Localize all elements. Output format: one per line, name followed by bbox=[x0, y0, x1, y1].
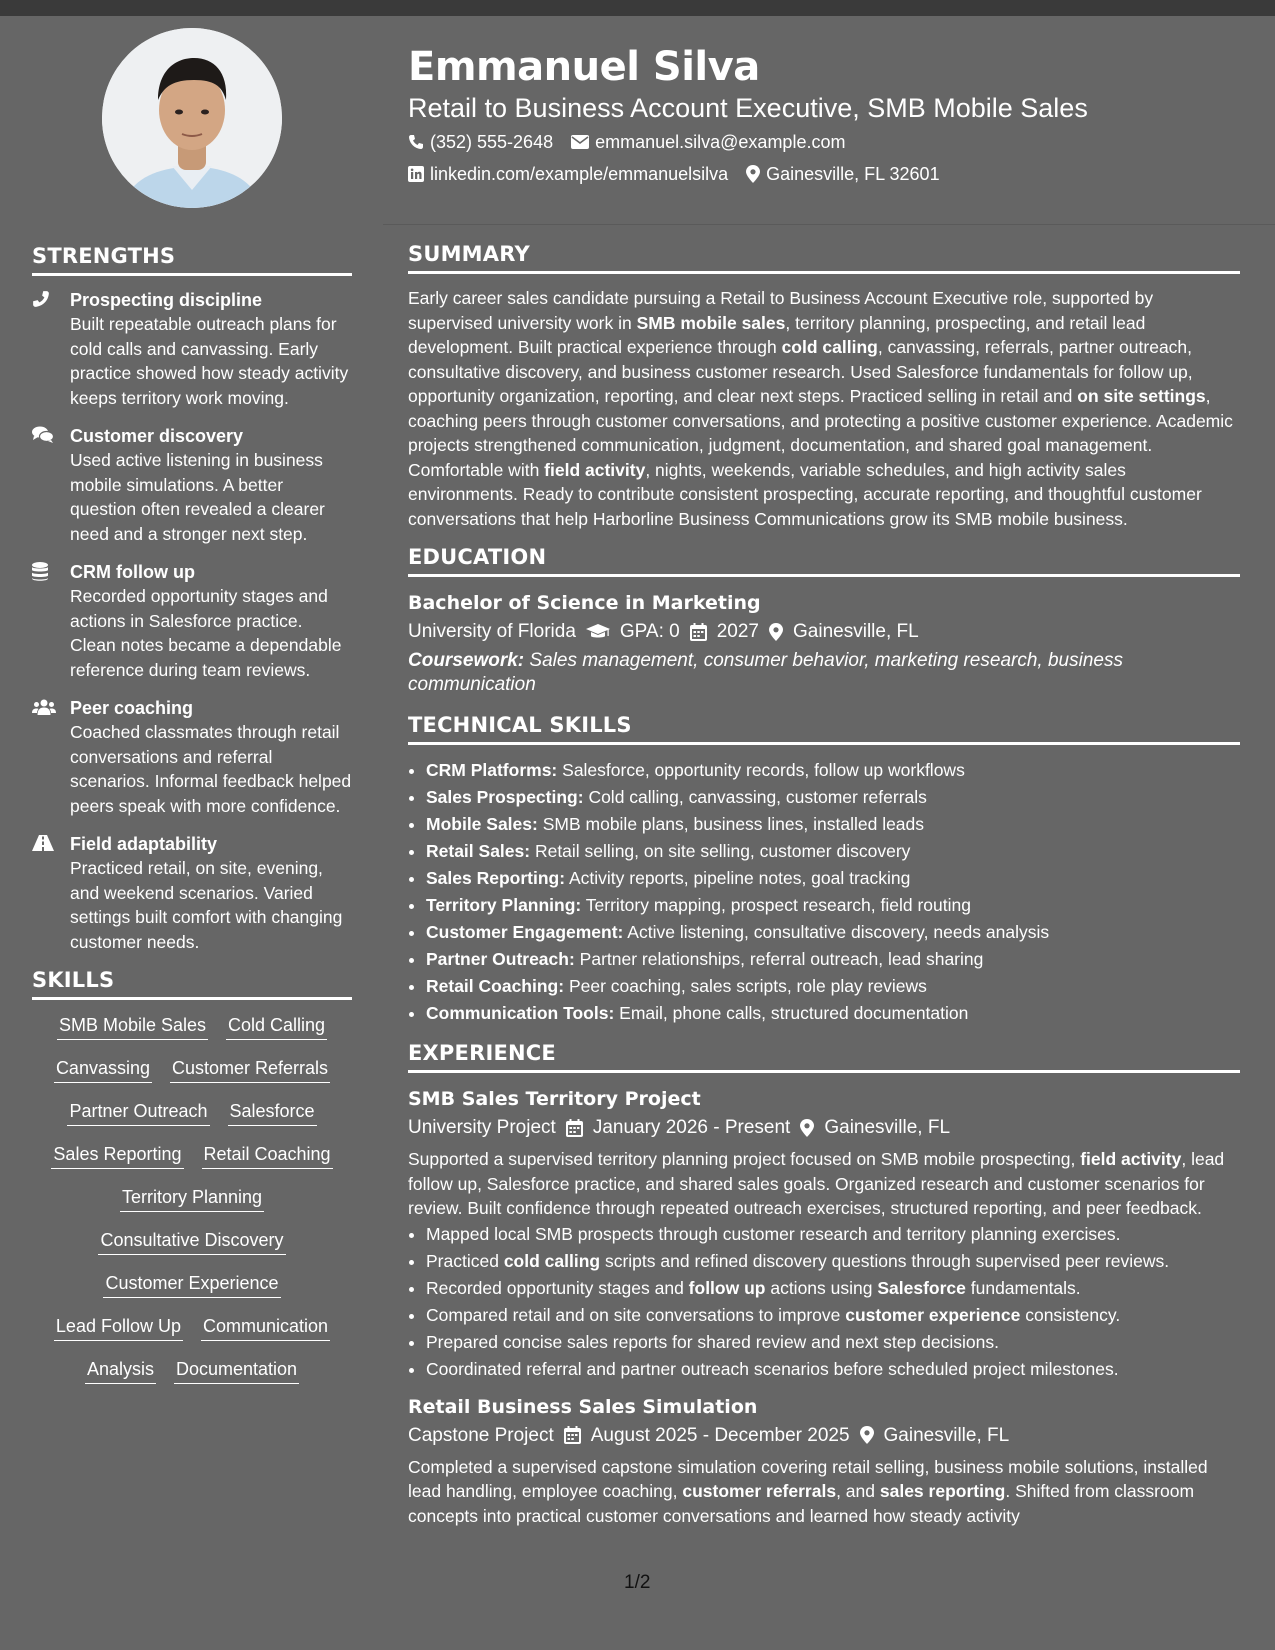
technical-skill-value: Cold calling, canvassing, customer referrals bbox=[588, 787, 927, 807]
graduation-year: 2027 bbox=[716, 621, 760, 642]
job-org: Capstone Project bbox=[408, 1424, 554, 1446]
school-name: University of Florida bbox=[408, 621, 576, 642]
sidebar bbox=[32, 28, 352, 1399]
skill-tag: Communication bbox=[201, 1313, 330, 1341]
technical-skill-item bbox=[426, 838, 1240, 865]
candidate-role: Retail to Business Account Executive, SMB Mobile Sales bbox=[408, 93, 1088, 123]
technical-skill-item bbox=[426, 946, 1240, 973]
skills-title: SKILLS bbox=[32, 968, 352, 1000]
page-number: 1/2 bbox=[624, 1572, 651, 1593]
database-icon bbox=[32, 560, 70, 682]
education-section bbox=[408, 545, 1240, 697]
summary-segment: field activity bbox=[544, 459, 646, 480]
technical-skill-value: Activity reports, pipeline notes, goal tracking bbox=[568, 868, 911, 888]
strength-body bbox=[70, 288, 352, 410]
map-pin-icon bbox=[800, 1113, 814, 1143]
strength-title: CRM follow up bbox=[70, 562, 195, 582]
technical-skill-label: Mobile Sales: bbox=[426, 814, 538, 834]
job-description-segment: sales reporting bbox=[879, 1481, 1006, 1501]
technical-skill-item bbox=[426, 811, 1240, 838]
skill-tag: Customer Referrals bbox=[170, 1055, 330, 1083]
technical-skill-label: Retail Sales: bbox=[426, 841, 531, 861]
skill-tag: Partner Outreach bbox=[67, 1098, 209, 1126]
job-location: Gainesville, FL bbox=[883, 1424, 1010, 1446]
technical-skill-label: Sales Prospecting: bbox=[426, 787, 584, 807]
skill-tag: Consultative Discovery bbox=[98, 1227, 285, 1255]
job-location-group bbox=[860, 1421, 1010, 1451]
email-contact[interactable] bbox=[571, 126, 845, 158]
experience-section bbox=[408, 1041, 1240, 1528]
summary-segment: SMB mobile sales bbox=[636, 312, 786, 333]
strength-desc: Recorded opportunity stages and actions in Salesforce practice. Clean notes became a dependable reference during team reviews. bbox=[70, 586, 342, 680]
header-divider bbox=[383, 224, 1275, 225]
job-description bbox=[408, 1455, 1240, 1529]
job-bullets bbox=[408, 1221, 1240, 1383]
job-bullet-segment: Recorded opportunity stages and bbox=[426, 1277, 689, 1298]
location-contact bbox=[746, 158, 939, 190]
education-meta bbox=[408, 617, 1240, 647]
strength-desc: Used active listening in business mobile simulations. A better question often revealed a clearer need and a stronger next step. bbox=[70, 450, 325, 544]
degree-title: Bachelor of Science in Marketing bbox=[408, 592, 761, 614]
strength-title: Field adaptability bbox=[70, 834, 218, 854]
job-bullet bbox=[426, 1248, 1240, 1275]
linkedin-contact[interactable] bbox=[408, 158, 728, 190]
skill-row bbox=[32, 1313, 352, 1341]
job-meta bbox=[408, 1113, 1240, 1143]
job-bullet-segment: fundamentals. bbox=[965, 1277, 1081, 1298]
skill-row bbox=[32, 1098, 352, 1126]
technical-skill-label: CRM Platforms: bbox=[426, 760, 558, 780]
job-description-segment: , lead follow up, Salesforce practice, and shared sales goals. Organized research and customer scenarios for review. Built confidence through repeated outreach exercises, structured reporting, and peer feedback. bbox=[408, 1149, 1225, 1218]
technical-skill-item bbox=[426, 784, 1240, 811]
candidate-name: Emmanuel Silva bbox=[408, 44, 760, 90]
skill-tag: Lead Follow Up bbox=[54, 1313, 183, 1341]
skill-tag: Retail Coaching bbox=[202, 1141, 333, 1169]
experience-title: EXPERIENCE bbox=[408, 1041, 1240, 1073]
job-dates-group bbox=[566, 1113, 791, 1143]
summary-section bbox=[408, 242, 1240, 531]
education-title: EDUCATION bbox=[408, 545, 1240, 577]
technical-skills-title: TECHNICAL SKILLS bbox=[408, 713, 1240, 745]
job-bullet-segment: Salesforce bbox=[877, 1277, 966, 1298]
road-icon bbox=[32, 832, 70, 954]
technical-skills-section bbox=[408, 713, 1240, 1027]
summary-segment: , nights, weekends, variable schedules, and high activity sales environments. Ready to contribute consistent prospecting, accurate reporting, and thoughtful customer conversations that help Harborline Business Communications grow its SMB mobile business. bbox=[408, 459, 1202, 529]
gpa-text: GPA: 0 bbox=[619, 621, 680, 642]
job-dates: January 2026 - Present bbox=[592, 1117, 791, 1138]
graduation-cap-icon bbox=[586, 624, 610, 640]
skill-tag: Canvassing bbox=[54, 1055, 152, 1083]
job-description-segment: Completed a supervised capstone simulation covering retail selling, business mobile solutions, installed lead handling, employee coaching, bbox=[408, 1456, 1208, 1501]
skill-row bbox=[32, 1141, 352, 1169]
summary-title: SUMMARY bbox=[408, 242, 1240, 274]
technical-skill-label: Communication Tools: bbox=[426, 1003, 615, 1023]
map-pin-icon bbox=[860, 1421, 874, 1451]
job-dates: August 2025 - December 2025 bbox=[590, 1424, 850, 1446]
technical-skill-item bbox=[426, 757, 1240, 784]
calendar-icon bbox=[690, 623, 707, 641]
technical-skill-value: Retail selling, on site selling, customer discovery bbox=[534, 841, 911, 861]
technical-skill-value: Peer coaching, sales scripts, role play reviews bbox=[568, 976, 927, 996]
technical-skill-label: Partner Outreach: bbox=[426, 949, 575, 969]
envelope-icon bbox=[571, 135, 589, 149]
strength-body bbox=[70, 696, 352, 818]
education-location: Gainesville, FL bbox=[793, 621, 919, 642]
strength-title: Customer discovery bbox=[70, 426, 244, 446]
comments-icon bbox=[32, 424, 70, 546]
map-pin-icon bbox=[769, 623, 783, 641]
technical-skill-value: Email, phone calls, structured documentation bbox=[619, 1003, 969, 1023]
technical-skill-value: Partner relationships, referral outreach, lead sharing bbox=[579, 949, 984, 969]
technical-skill-item bbox=[426, 919, 1240, 946]
contact-row-1 bbox=[408, 126, 1240, 158]
job-bullet-segment: scripts and refined discovery questions through supervised peer reviews. bbox=[600, 1250, 1170, 1271]
job-bullet-segment: Practiced bbox=[426, 1250, 504, 1271]
technical-skill-value: Territory mapping, prospect research, field routing bbox=[585, 895, 971, 915]
profile-photo bbox=[102, 28, 282, 208]
strength-item bbox=[32, 288, 352, 410]
job-description-segment: field activity bbox=[1080, 1149, 1182, 1169]
strength-body bbox=[70, 560, 352, 682]
strengths-title: STRENGTHS bbox=[32, 244, 352, 276]
job-title: SMB Sales Territory Project bbox=[408, 1088, 701, 1110]
job-bullet-segment: actions using bbox=[765, 1277, 878, 1298]
skill-tag: Cold Calling bbox=[226, 1012, 327, 1040]
job-location: Gainesville, FL bbox=[824, 1117, 951, 1138]
summary-segment: cold calling bbox=[781, 337, 878, 357]
experience-jobs bbox=[408, 1085, 1240, 1528]
job-bullet-segment: Coordinated referral and partner outreach scenarios before scheduled project milestones. bbox=[426, 1358, 1119, 1379]
job-description-segment: . Shifted from classroom concepts into practical customer conversations and learned how steady activity bbox=[408, 1481, 1195, 1526]
strength-body bbox=[70, 424, 352, 546]
location-text: Gainesville, FL 32601 bbox=[766, 164, 940, 184]
skill-tag: Salesforce bbox=[228, 1098, 317, 1126]
job-bullet bbox=[426, 1221, 1240, 1248]
skill-tag: SMB Mobile Sales bbox=[57, 1012, 208, 1040]
experience-job bbox=[408, 1085, 1240, 1383]
skill-row bbox=[32, 1356, 352, 1384]
strength-title: Peer coaching bbox=[70, 698, 194, 718]
job-title: Retail Business Sales Simulation bbox=[408, 1395, 758, 1418]
skill-row bbox=[32, 1012, 352, 1040]
technical-skill-item bbox=[426, 892, 1240, 919]
skill-row bbox=[32, 1227, 352, 1255]
strength-item bbox=[32, 424, 352, 546]
phone-icon bbox=[408, 134, 424, 150]
header bbox=[408, 44, 1240, 190]
strength-desc: Practiced retail, on site, evening, and weekend scenarios. Varied settings built comfort with changing customer needs. bbox=[70, 858, 343, 952]
summary-segment: Early career sales candidate pursuing a Retail to Business Account Executive role, supported by supervised university work in bbox=[408, 288, 1154, 333]
summary-segment: , canvassing, referrals, partner outreach, consultative discovery, and business customer research. Used Salesforce fundamentals for follow up, opportunity organization, reporting, and clear next steps. Practiced selling in retail and bbox=[408, 337, 1193, 406]
job-bullet bbox=[426, 1356, 1240, 1383]
linkedin-icon bbox=[408, 166, 424, 182]
job-bullet-segment: customer experience bbox=[845, 1304, 1021, 1325]
job-bullet-segment: Prepared concise sales reports for shared review and next step decisions. bbox=[426, 1331, 999, 1352]
technical-skill-label: Retail Coaching: bbox=[426, 976, 565, 996]
summary-segment: on site settings bbox=[1077, 386, 1206, 406]
job-bullet bbox=[426, 1302, 1240, 1329]
top-bar bbox=[0, 0, 1275, 16]
main-content bbox=[408, 242, 1240, 1536]
technical-skill-value: Active listening, consultative discovery, needs analysis bbox=[627, 922, 1050, 942]
job-description-segment: customer referrals bbox=[682, 1481, 837, 1501]
calendar-icon bbox=[564, 1421, 581, 1451]
job-dates-group bbox=[564, 1421, 850, 1451]
strength-item bbox=[32, 696, 352, 818]
skills-tags bbox=[32, 1012, 352, 1384]
map-pin-icon bbox=[746, 165, 760, 183]
technical-skill-label: Territory Planning: bbox=[426, 895, 582, 915]
technical-skill-item bbox=[426, 865, 1240, 892]
skill-tag: Sales Reporting bbox=[51, 1141, 183, 1169]
email-text: emmanuel.silva@example.com bbox=[595, 132, 846, 152]
summary-segment: , coaching peers through customer conversations, and protecting a positive customer experience. Academic projects strengthened communication, judgment, documentation, and shared goal management. Comfortable with bbox=[408, 386, 1233, 480]
technical-skill-value: Salesforce, opportunity records, follow up workflows bbox=[562, 760, 965, 780]
skill-row bbox=[32, 1184, 352, 1212]
job-description-segment: , and bbox=[836, 1481, 880, 1501]
phone-icon bbox=[32, 288, 70, 410]
coursework-label: Coursework: bbox=[408, 650, 525, 671]
strength-desc: Coached classmates through retail conversations and referral scenarios. Informal feedback helped peers speak with more confidence. bbox=[70, 722, 352, 816]
skill-tag: Territory Planning bbox=[120, 1184, 264, 1212]
phone-contact[interactable] bbox=[408, 126, 553, 158]
experience-job bbox=[408, 1393, 1240, 1529]
skill-tag: Documentation bbox=[174, 1356, 299, 1384]
strength-desc: Built repeatable outreach plans for cold calls and canvassing. Early practice showed how steady activity keeps territory work moving. bbox=[70, 314, 349, 408]
users-icon bbox=[32, 696, 70, 818]
job-description bbox=[408, 1147, 1240, 1221]
job-location-group bbox=[800, 1113, 950, 1143]
strength-item bbox=[32, 560, 352, 682]
job-org: University Project bbox=[408, 1117, 556, 1138]
technical-skill-value: SMB mobile plans, business lines, installed leads bbox=[542, 814, 925, 834]
strength-title: Prospecting discipline bbox=[70, 290, 263, 310]
phone-text: (352) 555-2648 bbox=[430, 132, 554, 152]
calendar-icon bbox=[566, 1113, 583, 1143]
strengths-list bbox=[32, 288, 352, 954]
technical-skill-item bbox=[426, 973, 1240, 1000]
job-bullet-segment: Compared retail and on site conversations to improve bbox=[426, 1304, 846, 1325]
skill-tag: Customer Experience bbox=[103, 1270, 280, 1298]
skills-section bbox=[32, 968, 352, 1384]
skill-tag: Analysis bbox=[85, 1356, 156, 1384]
job-meta bbox=[408, 1421, 1240, 1451]
skill-row bbox=[32, 1270, 352, 1298]
strength-item bbox=[32, 832, 352, 954]
job-bullet-segment: cold calling bbox=[503, 1250, 601, 1271]
strengths-section bbox=[32, 244, 352, 954]
job-bullet bbox=[426, 1329, 1240, 1356]
job-bullet-segment: follow up bbox=[688, 1277, 766, 1298]
technical-skill-label: Customer Engagement: bbox=[426, 922, 624, 942]
job-description-segment: Supported a supervised territory planning project focused on SMB mobile prospecting, bbox=[408, 1149, 1081, 1169]
technical-skills-list bbox=[408, 757, 1240, 1027]
summary-text bbox=[408, 286, 1240, 531]
coursework-text: Sales management, consumer behavior, marketing research, business communication bbox=[408, 650, 1123, 695]
strength-body bbox=[70, 832, 352, 954]
job-bullet-segment: consistency. bbox=[1020, 1304, 1121, 1325]
contact-row-2 bbox=[408, 158, 1240, 190]
summary-segment: , territory planning, prospecting, and retail lead development. Built practical experience through bbox=[408, 312, 1146, 357]
technical-skill-label: Sales Reporting: bbox=[426, 868, 566, 888]
job-bullet bbox=[426, 1275, 1240, 1302]
skill-row bbox=[32, 1055, 352, 1083]
technical-skill-item bbox=[426, 1000, 1240, 1027]
coursework bbox=[408, 649, 1240, 697]
linkedin-text: linkedin.com/example/emmanuelsilva bbox=[430, 164, 729, 184]
job-bullet-segment: Mapped local SMB prospects through customer research and territory planning exercises. bbox=[426, 1223, 1121, 1244]
